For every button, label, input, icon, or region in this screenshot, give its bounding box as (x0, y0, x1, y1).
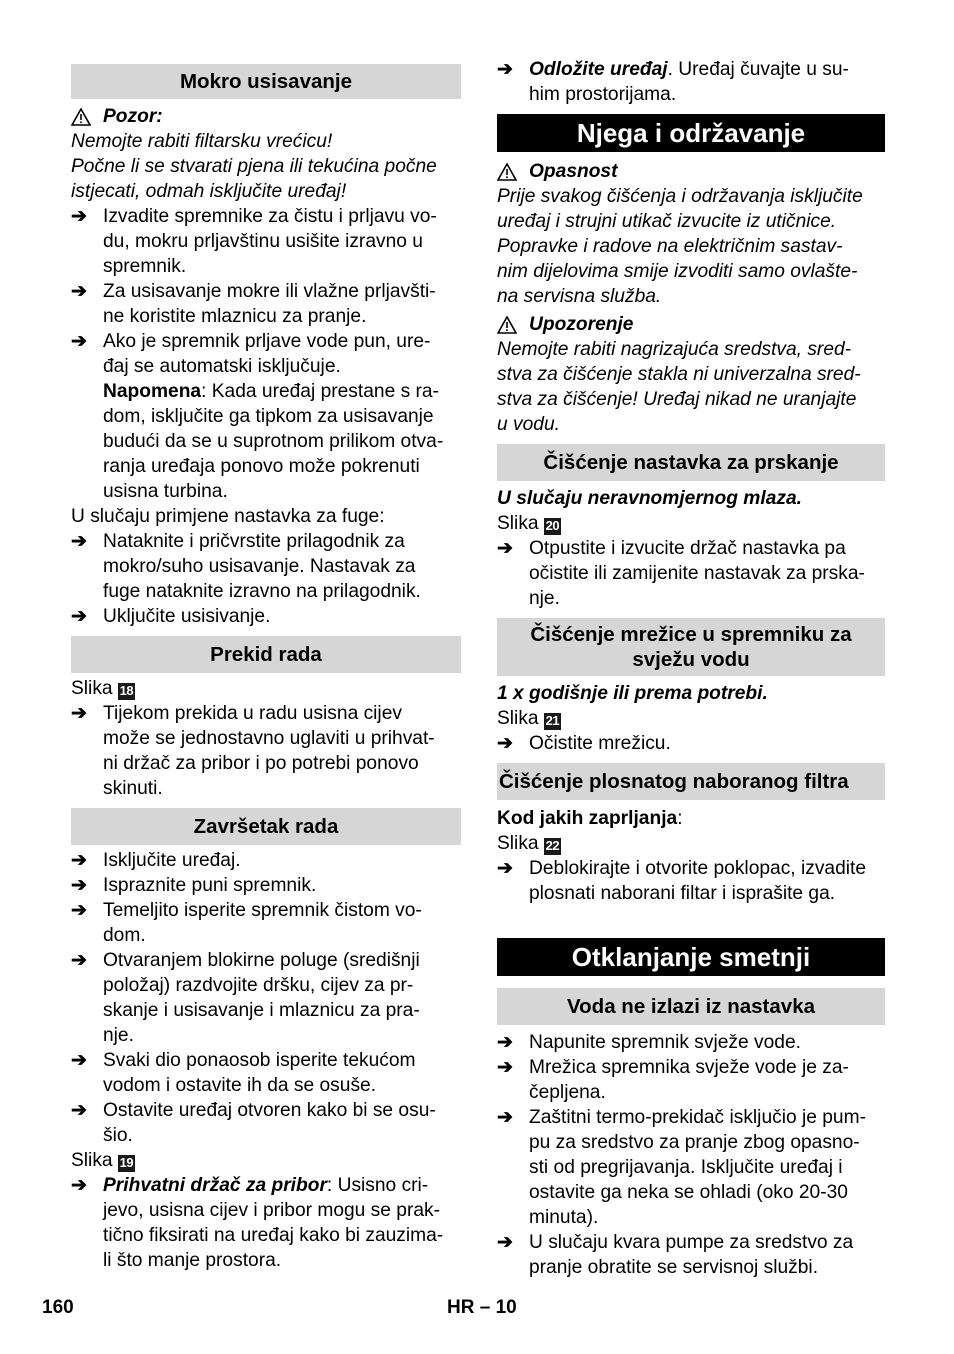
danger-text-line: na servisna služba. (497, 286, 662, 307)
caution-text-line: istjecati, odmah isključite uređaj! (71, 181, 347, 202)
section-heading-flat-pleated-filter-cleaning: Čišćenje plosnatog naboranog filtra (497, 763, 885, 800)
bullet-text: nje. (103, 1025, 134, 1046)
bullet-text: pranje obratite se servisnoj službi. (529, 1257, 819, 1278)
figure-number-badge: 18 (119, 683, 134, 698)
figure-reference (497, 706, 885, 731)
arrow-right-icon: ➔ (497, 1057, 513, 1078)
bullet-item (497, 536, 885, 611)
bullet-text: jevo, usisna cijev i pribor mogu se prak- (103, 1200, 440, 1221)
arrow-right-icon: ➔ (497, 733, 513, 754)
warning-text-line: u vodu. (497, 414, 560, 435)
figure-reference (497, 831, 885, 856)
arrow-right-icon: ➔ (71, 1100, 87, 1121)
warning-text-line: stva za čišćenje stakla ni univerzalna sred- (497, 364, 861, 385)
bullet-text: li što manje prostora. (103, 1250, 282, 1271)
bullet-text: nje. (529, 588, 560, 609)
bullet-text: Zaštitni termo-prekidač isključio je pum- (529, 1107, 866, 1128)
bullet-text: Napunite spremnik svježe vode. (529, 1032, 801, 1053)
section-heading-end-of-work: Završetak rada (71, 808, 461, 845)
bullet-text: Za usisavanje mokre ili vlažne prljavšti- (103, 281, 436, 302)
bullet-item (497, 57, 885, 107)
bullet-item (497, 856, 885, 906)
bullet-text: dom. (103, 925, 146, 946)
figure-label: Slika (497, 833, 539, 854)
bullet-text: može se jednostavno uglaviti u prihvat- (103, 728, 435, 749)
bullet-text: očistite ili zamijenite nastavak za prska- (529, 563, 865, 584)
bullet-text: skanje i usisavanje i mlaznicu za pra- (103, 1000, 420, 1021)
danger-text-line: uređaj i strujni utikač izvucite iz utičnice. (497, 211, 837, 232)
figure-reference (71, 676, 461, 701)
note-line: usisna turbina. (103, 481, 228, 502)
danger-label: Opasnost (529, 161, 618, 182)
bullet-text: vodom i ostavite ih da se osuše. (103, 1075, 377, 1096)
arrow-right-icon: ➔ (497, 59, 513, 80)
subheading: U slučaju neravnomjernog mlaza. (497, 488, 802, 509)
bullet-text: skinuti. (103, 778, 163, 799)
subheading-label: Kod jakih zaprljanja (497, 808, 678, 829)
bullet-text: du, mokru prljavštinu usišite izravno u (103, 231, 423, 252)
bullet-text-rest: . Uređaj čuvajte u su- (667, 59, 849, 80)
bullet-text: Isključite uređaj. (103, 850, 241, 871)
note-line: budući da se u suprotnom prilikom otva- (103, 431, 444, 452)
arrow-right-icon: ➔ (497, 1107, 513, 1128)
section-heading-fresh-water-sieve-cleaning (497, 618, 885, 676)
arrow-right-icon: ➔ (71, 531, 87, 552)
bullet-item (71, 848, 461, 873)
warning-notice (497, 312, 885, 337)
bullet-text: U slučaju kvara pumpe za sredstvo za (529, 1232, 854, 1253)
bullet-item (71, 898, 461, 948)
note-label: Napomena (103, 381, 202, 402)
bullet-text: Ostavite uređaj otvoren kako bi se osu- (103, 1100, 436, 1121)
warning-text-line: stva za čišćenje! Uređaj nikad ne uranjajte (497, 389, 857, 410)
warning-triangle-icon (71, 108, 91, 126)
arrow-right-icon: ➔ (71, 206, 87, 227)
bullet-text: tično fiksirati na uređaj kako bi zauzima- (103, 1225, 444, 1246)
figure-number-badge: 19 (119, 1155, 134, 1170)
figure-number-badge: 21 (545, 713, 560, 728)
bullet-text: ne koristite mlaznicu za pranje. (103, 306, 367, 327)
page-number: 160 (42, 1297, 74, 1318)
bullet-text: pu za sredstvo za pranje zbog opasno- (529, 1132, 860, 1153)
figure-reference (497, 511, 885, 536)
bullet-text: ni držač za pribor i po potrebi ponovo (103, 753, 419, 774)
figure-label: Slika (71, 678, 113, 699)
arrow-right-icon: ➔ (71, 331, 87, 352)
bullet-text: Izvadite spremnike za čistu i prljavu vo- (103, 206, 437, 227)
bullet-text: Mrežica spremnika svježe vode je za- (529, 1057, 849, 1078)
bullet-item (71, 1098, 461, 1148)
bullet-text: Ako je spremnik prljave vode pun, ure- (103, 331, 431, 352)
bullet-text: Nataknite i pričvrstite prilagodnik za (103, 531, 405, 552)
bullet-item (71, 701, 461, 801)
bullet-text: položaj) razdvojite dršku, cijev za pr- (103, 975, 414, 996)
bullet-text: Tijekom prekida u radu usisna cijev (103, 703, 402, 724)
bullet-text: ostavite ga neka se ohladi (oko 20-30 (529, 1182, 848, 1203)
bullet-item (71, 279, 461, 329)
bullet-item (71, 529, 461, 604)
bullet-text: šio. (103, 1125, 133, 1146)
arrow-right-icon: ➔ (71, 703, 87, 724)
section-heading-line: svježu vodu (632, 648, 750, 671)
bullet-text: Ispraznite puni spremnik. (103, 875, 317, 896)
warning-triangle-icon (497, 316, 517, 334)
language-page-label: HR – 10 (447, 1297, 517, 1318)
arrow-right-icon: ➔ (71, 875, 87, 896)
bullet-text: Otvaranjem blokirne poluge (središnji (103, 950, 420, 971)
paragraph-line: U slučaju primjene nastavka za fuge: (71, 506, 385, 527)
bullet-text: Uključite usisivanje. (103, 606, 271, 627)
note-line: dom, isključite ga tipkom za usisavanje (103, 406, 434, 427)
section-heading-no-water-from-nozzle: Voda ne izlazi iz nastavka (497, 988, 885, 1025)
bullet-text: him prostorijama. (529, 84, 677, 105)
warning-triangle-icon (497, 163, 517, 181)
bullet-text: Otpustite i izvucite držač nastavka pa (529, 538, 846, 559)
note-line: ranja uređaja ponovo može pokrenuti (103, 456, 420, 477)
arrow-right-icon: ➔ (71, 281, 87, 302)
arrow-right-icon: ➔ (71, 900, 87, 921)
arrow-right-icon: ➔ (497, 858, 513, 879)
bullet-text: sti od pregrijavanja. Isključite uređaj i (529, 1157, 843, 1178)
bullet-item (497, 1105, 885, 1230)
bullet-emphasis: Prihvatni držač za pribor (103, 1175, 327, 1196)
section-heading-line: Čišćenje mrežice u spremniku za (530, 623, 852, 646)
bullet-text (529, 57, 885, 82)
chapter-heading-care-maintenance: Njega i održavanje (497, 114, 885, 152)
danger-text-line: nim dijelovima smije izvoditi samo ovlašte- (497, 261, 858, 282)
bullet-item (71, 1048, 461, 1098)
danger-text-line: Popravke i radove na električnim sastav- (497, 236, 843, 257)
figure-label: Slika (497, 708, 539, 729)
bullet-item (497, 1030, 885, 1055)
note-text: : Kada uređaj prestane s ra- (201, 381, 439, 402)
bullet-item (497, 731, 885, 756)
section-heading-work-interruption: Prekid rada (71, 636, 461, 673)
arrow-right-icon: ➔ (497, 538, 513, 559)
figure-reference (71, 1148, 461, 1173)
bullet-item (71, 873, 461, 898)
bullet-item (71, 204, 461, 279)
arrow-right-icon: ➔ (71, 950, 87, 971)
right-column (497, 57, 885, 1280)
bullet-text: minuta). (529, 1207, 599, 1228)
left-column (71, 64, 461, 1273)
arrow-right-icon: ➔ (71, 1175, 87, 1196)
caution-label: Pozor: (103, 106, 163, 127)
bullet-text: Temeljito isperite spremnik čistom vo- (103, 900, 422, 921)
figure-number-badge: 22 (545, 838, 560, 853)
bullet-emphasis: Odložite uređaj (529, 59, 668, 80)
bullet-item (71, 604, 461, 629)
bullet-item (71, 329, 461, 504)
caution-notice (71, 104, 461, 129)
danger-notice (497, 159, 885, 184)
bullet-text: Očistite mrežicu. (529, 733, 671, 754)
bullet-text (103, 1173, 461, 1198)
bullet-item (497, 1230, 885, 1280)
bullet-text: fuge nataknite izravno na prilagodnik. (103, 581, 421, 602)
warning-text-line: Nemojte rabiti nagrizajuća sredstva, sred- (497, 339, 852, 360)
bullet-text: đaj se automatski isključuje. (103, 356, 341, 377)
bullet-text: čepljena. (529, 1082, 606, 1103)
arrow-right-icon: ➔ (71, 606, 87, 627)
arrow-right-icon: ➔ (497, 1032, 513, 1053)
warning-label: Upozorenje (529, 314, 634, 335)
bullet-item (71, 948, 461, 1048)
chapter-heading-troubleshooting: Otklanjanje smetnji (497, 938, 885, 976)
caution-text-line: Počne li se stvarati pjena ili tekućina počne (71, 156, 437, 177)
bullet-text-rest: : Usisno cri- (326, 1175, 429, 1196)
note-line (103, 379, 461, 404)
bullet-text: Svaki dio ponaosob isperite tekućom (103, 1050, 416, 1071)
bullet-item (71, 1173, 461, 1273)
figure-label: Slika (497, 513, 539, 534)
caution-text-line: Nemojte rabiti filtarsku vrećicu! (71, 131, 333, 152)
section-heading-wet-vacuuming: Mokro usisavanje (71, 64, 461, 99)
bullet-text: plosnati naborani filtar i isprašite ga. (529, 883, 836, 904)
danger-text-line: Prije svakog čišćenja i održavanja isključite (497, 186, 863, 207)
subheading (497, 806, 885, 831)
bullet-text: Deblokirajte i otvorite poklopac, izvadite (529, 858, 867, 879)
bullet-item (497, 1055, 885, 1105)
section-heading-spray-nozzle-cleaning: Čišćenje nastavka za prskanje (497, 444, 885, 481)
figure-number-badge: 20 (545, 518, 560, 533)
figure-label: Slika (71, 1150, 113, 1171)
subheading: 1 x godišnje ili prema potrebi. (497, 683, 768, 704)
arrow-right-icon: ➔ (71, 1050, 87, 1071)
arrow-right-icon: ➔ (71, 850, 87, 871)
arrow-right-icon: ➔ (497, 1232, 513, 1253)
bullet-text: spremnik. (103, 256, 187, 277)
subheading-colon: : (677, 808, 683, 829)
bullet-text: mokro/suho usisavanje. Nastavak za (103, 556, 416, 577)
